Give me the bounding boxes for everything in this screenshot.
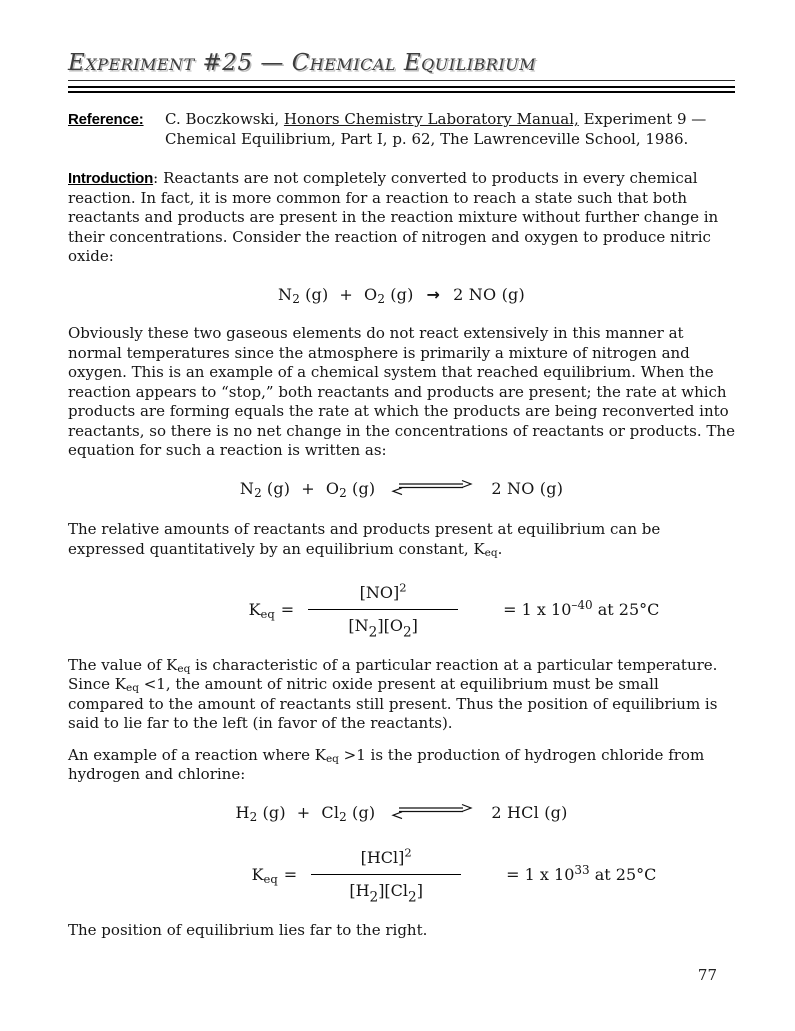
title-rule-thin bbox=[68, 80, 735, 81]
numerator-exponent: 2 bbox=[404, 845, 412, 860]
fraction-denominator bbox=[348, 616, 418, 641]
denominator-term: ][Cl bbox=[378, 881, 409, 900]
denominator-subscript: 2 bbox=[402, 624, 412, 641]
keq-symbol bbox=[252, 865, 298, 885]
denominator-term: [N bbox=[348, 616, 369, 635]
keq-symbol bbox=[249, 600, 295, 620]
result-value: = 1 x 10 bbox=[503, 599, 572, 619]
reactant-o: O bbox=[325, 478, 340, 498]
keq-subscript: eq bbox=[126, 682, 139, 695]
denominator-term: ] bbox=[416, 881, 423, 900]
title-rule-double bbox=[68, 86, 735, 93]
reactant-n-state: (g) bbox=[305, 284, 329, 304]
fraction bbox=[308, 580, 458, 641]
equation-nitric-oxide-forward bbox=[68, 285, 735, 305]
reactant-o-subscript: 2 bbox=[377, 291, 386, 306]
reactant-n-state: (g) bbox=[266, 478, 291, 498]
fraction-bar bbox=[308, 609, 458, 611]
denominator-subscript: 2 bbox=[369, 889, 379, 906]
result-exponent: –40 bbox=[571, 597, 593, 612]
right-arrow-icon: → bbox=[426, 284, 441, 304]
keq-value-paragraph bbox=[68, 656, 735, 734]
fraction bbox=[311, 845, 461, 906]
page-title: Experiment #25 — Chemical Equilibrium bbox=[68, 50, 537, 76]
plus-sign: + bbox=[301, 478, 315, 498]
result-temperature: at 25°C bbox=[589, 864, 657, 884]
reactant-n-subscript: 2 bbox=[254, 485, 262, 500]
equilibrium-constant-nitric-formula bbox=[68, 580, 735, 641]
introduction-paragraph bbox=[68, 169, 735, 267]
result-temperature: at 25°C bbox=[592, 599, 660, 619]
reactant-h-subscript: 2 bbox=[249, 809, 258, 824]
reference-section bbox=[68, 110, 735, 149]
numerator-term: [NO] bbox=[359, 583, 400, 602]
reactant-h-state: (g) bbox=[262, 802, 286, 822]
equation-hcl-equilibrium bbox=[68, 803, 735, 825]
introduction-text: Reactants are not completely converted to products in every chemical reaction. In fact, it is more common for a reaction to reach a state such that both reactants and products are present in the reaction mixture without further change in their concentrations. Consider the reaction of nitrogen and oxygen to produce nitric oxide: bbox=[68, 169, 719, 265]
reference-citation-before: C. Boczkowski, bbox=[165, 110, 284, 128]
keq-k: K bbox=[248, 599, 261, 619]
formula-result bbox=[503, 597, 660, 620]
keq-value-text: The value of K bbox=[68, 655, 178, 674]
keq-value-text: is characteristic of a particular reaction at a particular temperature. Since K bbox=[68, 655, 718, 693]
keq-subscript: eq bbox=[260, 606, 275, 621]
fraction-numerator bbox=[359, 580, 407, 603]
equilibrium-arrow-icon bbox=[389, 805, 477, 824]
equals-sign: = bbox=[283, 864, 298, 884]
reactant-n: N bbox=[278, 284, 293, 304]
reactant-o-state: (g) bbox=[390, 284, 414, 304]
page-number: 77 bbox=[697, 966, 717, 984]
equals-sign: = bbox=[280, 599, 295, 619]
reactant-cl: Cl bbox=[321, 802, 340, 822]
fraction-denominator bbox=[349, 881, 423, 906]
reactant-o-subscript: 2 bbox=[339, 485, 348, 500]
reference-citation-after: Experiment 9 — Chemical Equilibrium, Part I, p. 62, The Lawrenceville School, 1986. bbox=[165, 110, 707, 148]
fraction-numerator bbox=[360, 845, 412, 868]
reactant-n-subscript: 2 bbox=[292, 291, 301, 306]
reference-citation-book-title: Honors Chemistry Laboratory Manual, bbox=[283, 110, 579, 128]
fraction-bar bbox=[311, 874, 461, 876]
plus-sign: + bbox=[296, 802, 311, 822]
denominator-term: ][O bbox=[377, 616, 403, 635]
introduction-colon: : bbox=[153, 169, 159, 187]
reactant-n: N bbox=[239, 478, 255, 498]
equilibrium-arrow-icon bbox=[389, 481, 477, 500]
reactant-h: H bbox=[235, 802, 250, 822]
product-no: 2 NO (g) bbox=[491, 478, 564, 498]
reactant-o-state: (g) bbox=[352, 478, 376, 498]
equilibrium-constant-hcl-formula bbox=[68, 845, 735, 906]
product-no: 2 NO (g) bbox=[453, 284, 525, 304]
numerator-term: [HCl] bbox=[360, 848, 405, 867]
keq-subscript: eq bbox=[325, 752, 339, 765]
hcl-example-paragraph bbox=[68, 746, 735, 785]
hcl-example-text: >1 is the production of hydrogen chloride from hydrogen and chlorine: bbox=[68, 745, 705, 783]
reference-label: Reference: bbox=[68, 111, 144, 128]
reactant-cl-state: (g) bbox=[352, 802, 376, 822]
keq-subscript: eq bbox=[484, 546, 498, 559]
reference-label-cell bbox=[68, 110, 165, 149]
product-hcl: 2 HCl (g) bbox=[491, 802, 568, 822]
denominator-term: ] bbox=[411, 616, 418, 635]
result-exponent: 33 bbox=[574, 862, 590, 877]
relative-amounts-paragraph bbox=[68, 520, 735, 559]
atmosphere-paragraph: Obviously these two gaseous elements do not react extensively in this manner at normal temperatures since the atmosphere is primarily a mixture of nitrogen and oxygen. This is an example of a chemical system that reached equilibrium. When the reaction appears to “stop,” both reactants and products are present; the rate at which products are forming equals the rate at which the products are being reconverted into reactants, so there is no net change in the concentrations of reactants or products. The equation for such a reaction is written as: bbox=[68, 324, 735, 459]
equation-nitric-oxide-equilibrium bbox=[68, 479, 735, 501]
introduction-label: Introduction bbox=[68, 170, 154, 187]
denominator-term: [H bbox=[349, 881, 370, 900]
relative-amounts-period: . bbox=[497, 539, 503, 558]
keq-value-text: <1, the amount of nitric oxide present at equilibrium must be small compared to the amount of reactants still present. Thus the position of equilibrium is said to lie far to the left (in favor of the reactants). bbox=[68, 675, 718, 732]
relative-amounts-text: The relative amounts of reactants and products present at equilibrium can be expressed quantitatively by an equilibrium constant, K bbox=[68, 520, 661, 558]
keq-subscript: eq bbox=[263, 871, 278, 886]
keq-k: K bbox=[251, 864, 264, 884]
denominator-subscript: 2 bbox=[368, 624, 378, 641]
plus-sign: + bbox=[339, 284, 354, 304]
closing-paragraph: The position of equilibrium lies far to the right. bbox=[68, 920, 428, 939]
numerator-exponent: 2 bbox=[399, 580, 407, 595]
reference-citation bbox=[165, 110, 717, 149]
reactant-cl-subscript: 2 bbox=[339, 809, 347, 824]
reactant-o: O bbox=[364, 284, 378, 304]
denominator-subscript: 2 bbox=[408, 889, 417, 906]
formula-result bbox=[506, 862, 657, 885]
keq-subscript: eq bbox=[177, 662, 191, 675]
hcl-example-text: An example of a reaction where K bbox=[68, 745, 326, 764]
result-value: = 1 x 10 bbox=[506, 864, 575, 884]
